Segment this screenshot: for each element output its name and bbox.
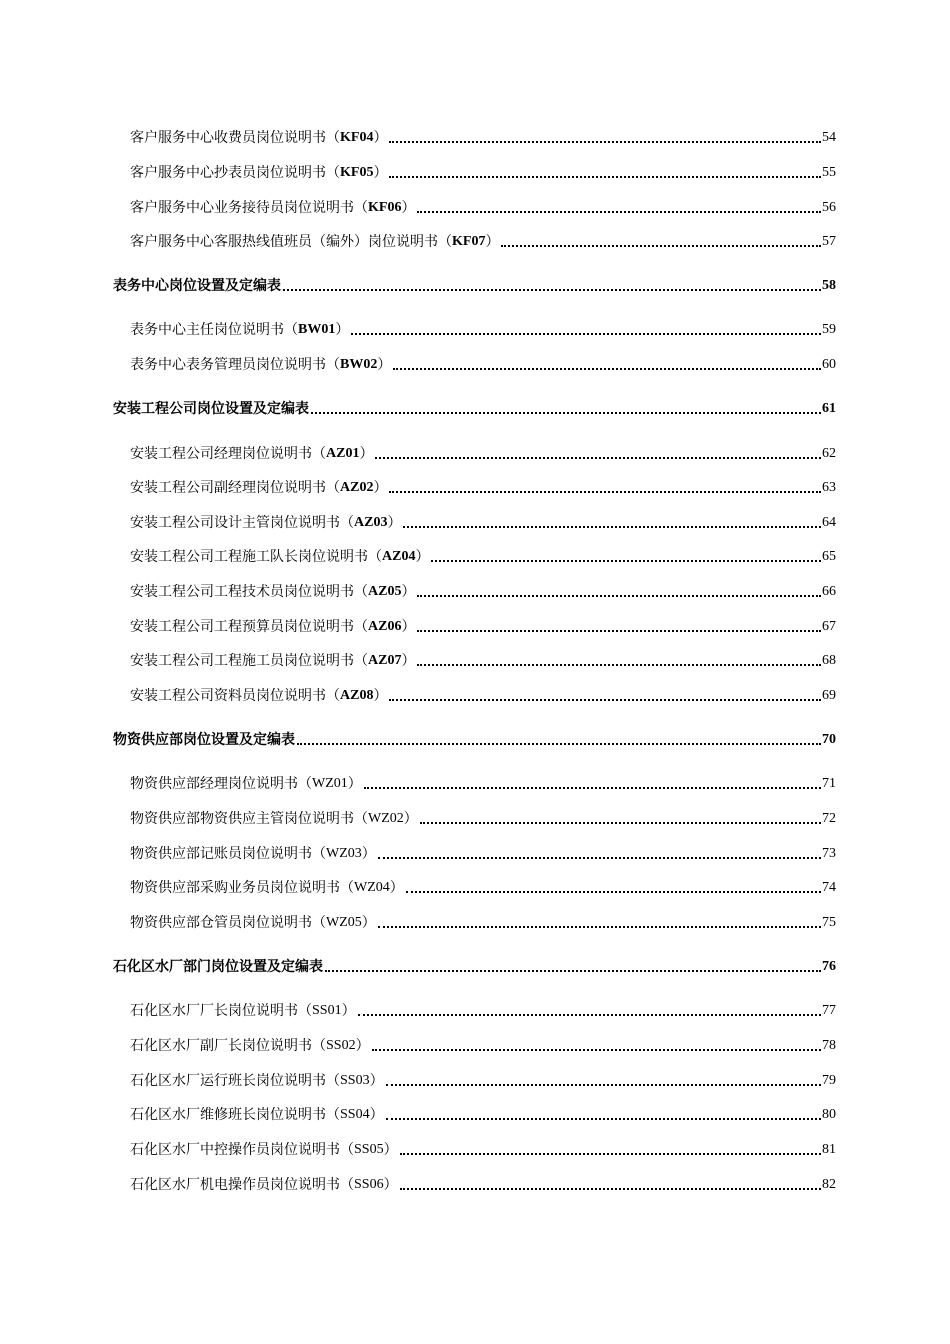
toc-entry[interactable] (130, 1102, 836, 1124)
toc-entry[interactable] (130, 806, 836, 828)
dot-leader (386, 1118, 821, 1120)
toc-page-number: 69 (822, 688, 836, 703)
toc-entry-close-paren: ） (389, 880, 404, 896)
toc-entry-close-paren: ） (361, 846, 376, 862)
toc-entry[interactable] (130, 317, 836, 339)
toc-entry[interactable] (130, 510, 836, 532)
toc-entry-title: 表务中心主任岗位说明书（ (130, 322, 298, 338)
dot-leader (389, 176, 821, 178)
toc-entry-code: WZ03 (326, 846, 362, 861)
toc-entry-title: 安装工程公司工程施工队长岗位说明书（ (130, 549, 382, 565)
toc-entry-close-paren: ） (355, 1038, 370, 1054)
toc-entry-close-paren: ） (401, 584, 416, 600)
toc-entry-title: 物资供应部物资供应主管岗位说明书（ (130, 811, 368, 827)
toc-entry-title: 石化区水厂运行班长岗位说明书（ (130, 1073, 340, 1089)
toc-entry[interactable] (130, 125, 836, 147)
toc-entry-close-paren: ） (383, 1177, 398, 1193)
toc-entry[interactable] (130, 1172, 836, 1194)
toc-page-number: 81 (822, 1142, 836, 1157)
dot-leader (351, 333, 821, 335)
toc-entry[interactable] (130, 841, 836, 863)
toc-entry-title: 客户服务中心客服热线值班员（编外）岗位说明书（ (130, 234, 452, 250)
dot-leader (378, 926, 821, 928)
dot-leader (400, 1188, 821, 1190)
toc-entry-code: WZ05 (326, 915, 362, 930)
toc-entry-title: 物资供应部岗位设置及定编表 (113, 732, 295, 748)
dot-leader (358, 1014, 821, 1016)
toc-entry-code: WZ01 (312, 776, 348, 791)
toc-entry-title: 安装工程公司副经理岗位说明书（ (130, 480, 340, 496)
toc-entry-code: SS06 (354, 1177, 384, 1192)
toc-page-number: 77 (822, 1003, 836, 1018)
toc-entry[interactable] (130, 352, 836, 374)
toc-page-number: 59 (822, 322, 836, 337)
dot-leader (364, 787, 821, 789)
toc-entry-title: 客户服务中心业务接待员岗位说明书（ (130, 200, 368, 216)
dot-leader (311, 412, 821, 414)
toc-entry-title: 石化区水厂厂长岗位说明书（ (130, 1003, 312, 1019)
toc-entry-code: SS02 (326, 1038, 356, 1053)
dot-leader (393, 368, 821, 370)
dot-leader (417, 630, 821, 632)
toc-entry-close-paren: ） (485, 234, 500, 250)
toc-entry-title: 物资供应部记账员岗位说明书（ (130, 846, 326, 862)
toc-page-number: 71 (822, 776, 836, 791)
toc-entry-close-paren: ） (387, 515, 402, 531)
toc-entry-title: 表务中心表务管理员岗位说明书（ (130, 357, 340, 373)
toc-page-number: 62 (822, 446, 836, 461)
toc-section-entry[interactable] (113, 396, 836, 418)
toc-entry-close-paren: ） (369, 1107, 384, 1123)
toc-entry-close-paren: ） (383, 1142, 398, 1158)
toc-page-number: 75 (822, 915, 836, 930)
dot-leader (375, 457, 821, 459)
toc-page-number: 57 (822, 234, 836, 249)
toc-entry-close-paren: ） (335, 322, 350, 338)
toc-entry[interactable] (130, 475, 836, 497)
toc-entry-title: 石化区水厂副厂长岗位说明书（ (130, 1038, 326, 1054)
toc-entry-title: 安装工程公司设计主管岗位说明书（ (130, 515, 354, 531)
toc-entry[interactable] (130, 683, 836, 705)
toc-entry-title: 石化区水厂维修班长岗位说明书（ (130, 1107, 340, 1123)
toc-entry[interactable] (130, 1068, 836, 1090)
toc-entry-code: KF04 (340, 130, 374, 145)
toc-entry-title: 安装工程公司工程施工员岗位说明书（ (130, 653, 368, 669)
toc-entry-title: 安装工程公司资料员岗位说明书（ (130, 688, 340, 704)
toc-entry-close-paren: ） (377, 357, 392, 373)
toc-entry-code: SS05 (354, 1142, 384, 1157)
toc-entry[interactable] (130, 771, 836, 793)
toc-page-number: 55 (822, 165, 836, 180)
toc-entry-code: WZ04 (354, 880, 390, 895)
toc-page-number: 74 (822, 880, 836, 895)
toc-entry[interactable] (130, 648, 836, 670)
toc-entry[interactable] (130, 579, 836, 601)
toc-entry-code: AZ08 (340, 688, 374, 703)
toc-entry[interactable] (130, 1137, 836, 1159)
dot-leader (420, 822, 821, 824)
toc-page-number: 63 (822, 480, 836, 495)
toc-entry-title: 安装工程公司工程预算员岗位说明书（ (130, 619, 368, 635)
toc-entry[interactable] (130, 875, 836, 897)
toc-entry[interactable] (130, 1033, 836, 1055)
toc-entry-code: AZ03 (354, 515, 388, 530)
dot-leader (406, 891, 821, 893)
toc-entry-title: 物资供应部采购业务员岗位说明书（ (130, 880, 354, 896)
toc-entry-code: KF07 (452, 234, 486, 249)
dot-leader (417, 664, 821, 666)
toc-page-number: 73 (822, 846, 836, 861)
toc-page-number: 82 (822, 1177, 836, 1192)
toc-entry-code: AZ07 (368, 653, 402, 668)
toc-entry-title: 表务中心岗位设置及定编表 (113, 278, 281, 294)
toc-page-number: 72 (822, 811, 836, 826)
toc-entry[interactable] (130, 160, 836, 182)
dot-leader (297, 743, 821, 745)
toc-entry-close-paren: ） (373, 480, 388, 496)
toc-section-entry[interactable] (113, 273, 836, 295)
dot-leader (386, 1084, 821, 1086)
dot-leader (372, 1049, 821, 1051)
toc-entry-title: 安装工程公司经理岗位说明书（ (130, 446, 326, 462)
dot-leader (431, 560, 821, 562)
toc-entry-close-paren: ） (347, 776, 362, 792)
toc-entry-title: 物资供应部仓管员岗位说明书（ (130, 915, 326, 931)
toc-entry-code: AZ01 (326, 446, 360, 461)
toc-page-number: 54 (822, 130, 836, 145)
toc-entry-close-paren: ） (373, 130, 388, 146)
toc-page-number: 68 (822, 653, 836, 668)
toc-page-number: 80 (822, 1107, 836, 1122)
toc-section-entry[interactable] (113, 727, 836, 749)
toc-page-number: 70 (822, 732, 836, 747)
toc-page-number: 61 (822, 401, 836, 416)
dot-leader (417, 595, 821, 597)
toc-entry[interactable] (130, 195, 836, 217)
toc-entry-code: KF06 (368, 200, 402, 215)
toc-section-entry[interactable] (113, 954, 836, 976)
toc-entry-code: AZ06 (368, 619, 402, 634)
toc-entry-close-paren: ） (361, 915, 376, 931)
dot-leader (417, 211, 821, 213)
toc-entry-code: SS03 (340, 1073, 370, 1088)
toc-entry-close-paren: ） (403, 811, 418, 827)
toc-entry-close-paren: ） (401, 200, 416, 216)
dot-leader (283, 289, 821, 291)
toc-entry-title: 石化区水厂部门岗位设置及定编表 (113, 959, 323, 975)
toc-page-number: 64 (822, 515, 836, 530)
toc-entry-code: AZ05 (368, 584, 402, 599)
toc-page-number: 76 (822, 959, 836, 974)
dot-leader (389, 491, 821, 493)
dot-leader (389, 141, 821, 143)
dot-leader (378, 857, 821, 859)
dot-leader (400, 1153, 821, 1155)
toc-page-number: 58 (822, 278, 836, 293)
toc-entry-code: BW01 (298, 322, 336, 337)
toc-entry-code: WZ02 (368, 811, 404, 826)
toc-entry-close-paren: ） (341, 1003, 356, 1019)
toc-page-number: 65 (822, 549, 836, 564)
dot-leader (403, 526, 821, 528)
dot-leader (325, 970, 821, 972)
toc-entry-code: SS01 (312, 1003, 342, 1018)
toc-page-number: 66 (822, 584, 836, 599)
toc-entry-code: BW02 (340, 357, 378, 372)
toc-entry-title: 客户服务中心收费员岗位说明书（ (130, 130, 340, 146)
toc-entry-close-paren: ） (359, 446, 374, 462)
toc-entry-title: 安装工程公司工程技术员岗位说明书（ (130, 584, 368, 600)
toc-entry-close-paren: ） (415, 549, 430, 565)
toc-entry-code: SS04 (340, 1107, 370, 1122)
toc-entry[interactable] (130, 544, 836, 566)
toc-entry-code: AZ04 (382, 549, 416, 564)
dot-leader (389, 699, 821, 701)
toc-entry-close-paren: ） (373, 165, 388, 181)
toc-page-number: 60 (822, 357, 836, 372)
toc-entry-close-paren: ） (401, 619, 416, 635)
toc-entry[interactable] (130, 998, 836, 1020)
toc-page-number: 67 (822, 619, 836, 634)
toc-entry-title: 安装工程公司岗位设置及定编表 (113, 401, 309, 417)
toc-entry[interactable] (130, 910, 836, 932)
toc-page-number: 79 (822, 1073, 836, 1088)
toc-entry-title: 物资供应部经理岗位说明书（ (130, 776, 312, 792)
toc-page-number: 56 (822, 200, 836, 215)
dot-leader (501, 245, 821, 247)
toc-entry[interactable] (130, 441, 836, 463)
toc-entry[interactable] (130, 614, 836, 636)
toc-entry-title: 石化区水厂中控操作员岗位说明书（ (130, 1142, 354, 1158)
toc-page-number: 78 (822, 1038, 836, 1053)
toc-entry-close-paren: ） (373, 688, 388, 704)
toc-entry-title: 石化区水厂机电操作员岗位说明书（ (130, 1177, 354, 1193)
toc-entry-title: 客户服务中心抄表员岗位说明书（ (130, 165, 340, 181)
toc-entry-close-paren: ） (369, 1073, 384, 1089)
toc-entry-close-paren: ） (401, 653, 416, 669)
toc-entry[interactable] (130, 229, 836, 251)
toc-entry-code: AZ02 (340, 480, 374, 495)
toc-entry-code: KF05 (340, 165, 374, 180)
